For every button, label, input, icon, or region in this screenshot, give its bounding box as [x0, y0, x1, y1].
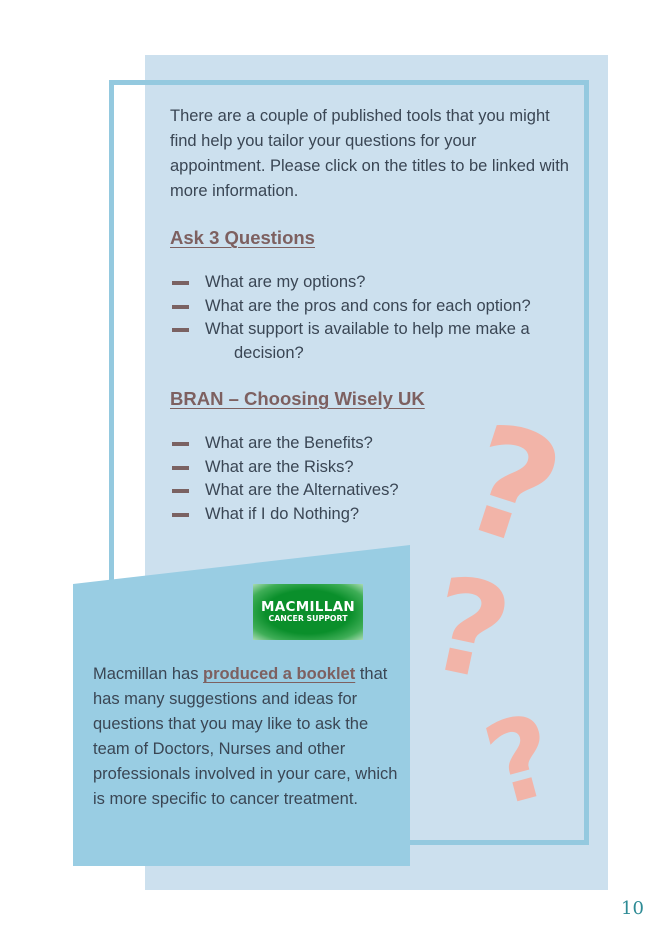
macmillan-description [93, 662, 398, 812]
list-item: What are the pros and cons for each option? [170, 295, 570, 319]
main-content [170, 104, 570, 526]
booklet-link[interactable]: produced a booklet [203, 665, 356, 683]
list-item [170, 318, 570, 365]
list-item: What are the Benefits? [170, 432, 570, 456]
list-item: What are my options? [170, 271, 570, 295]
question-mark-icon: ? [417, 546, 523, 712]
ask-3-questions-list [170, 271, 570, 365]
ask-3-questions-link[interactable]: Ask 3 Questions [170, 227, 315, 248]
macmillan-text-end: that has many suggestions and ideas for questions that you may like to ask the team of Doctors, Nurses and other professionals involved in your care, which is more specific to cancer treatment. [93, 665, 398, 808]
list-item: What are the Risks? [170, 456, 570, 480]
logo-tagline: CANCER SUPPORT [268, 614, 348, 623]
macmillan-logo [253, 584, 363, 640]
list-item-continuation: decision? [234, 343, 304, 362]
list-item-text: What support is available to help me make a [205, 320, 530, 338]
bran-list [170, 432, 570, 526]
bran-choosing-wisely-link[interactable]: BRAN – Choosing Wisely UK [170, 388, 425, 409]
list-item: What if I do Nothing? [170, 503, 570, 527]
frame-left-gap [114, 85, 145, 585]
question-mark-icon: ? [443, 390, 580, 584]
question-mark-icon: ? [472, 689, 569, 833]
logo-wordmark: MACMILLAN [261, 599, 355, 615]
macmillan-text-start: Macmillan has [93, 665, 204, 683]
list-item: What are the Alternatives? [170, 479, 570, 503]
page-number: 10 [621, 898, 644, 919]
intro-paragraph: There are a couple of published tools that you might find help you tailor your questions for your appointment. Please click on the titles to be linked with more information. [170, 107, 569, 200]
